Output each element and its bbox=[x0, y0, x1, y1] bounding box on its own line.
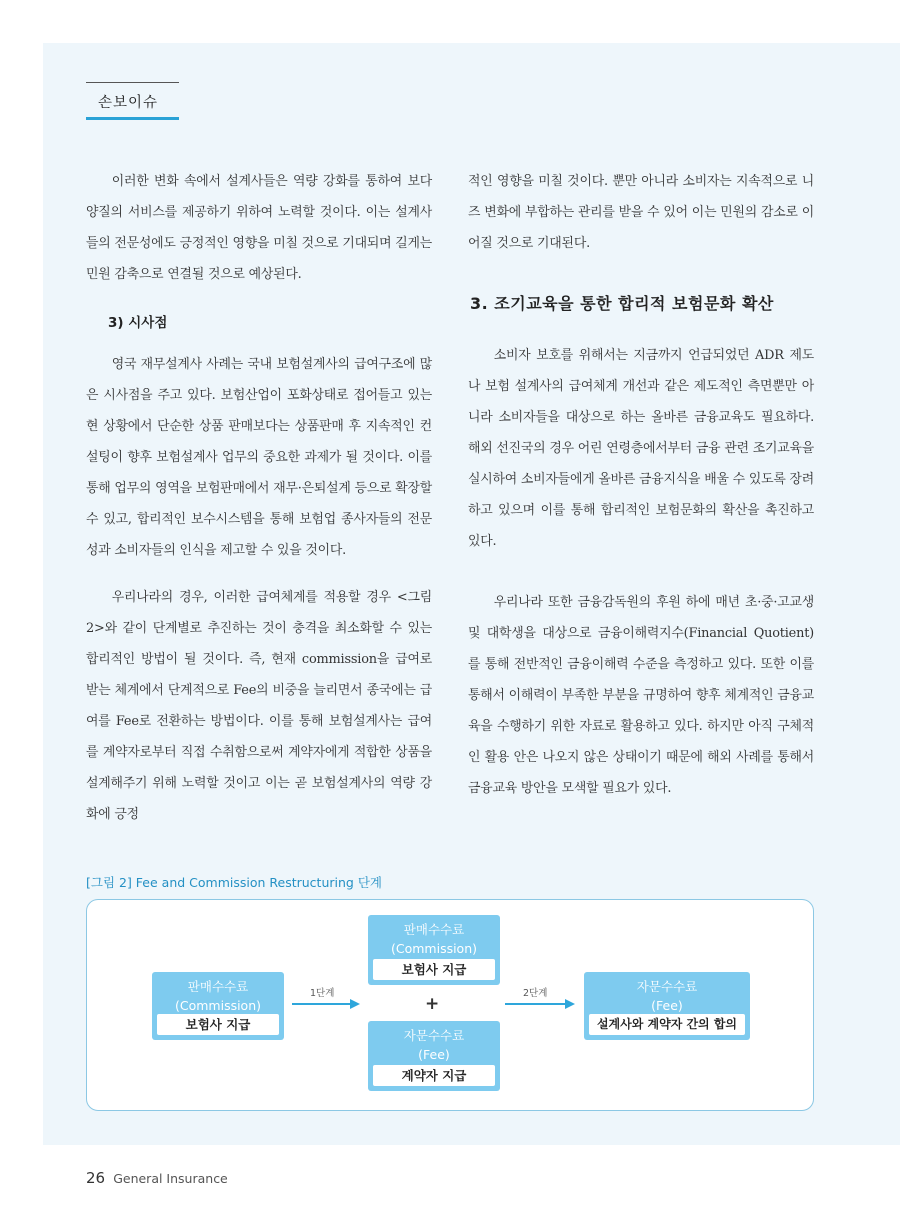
node-title bbox=[584, 977, 750, 1015]
step1-label: 1단계 bbox=[310, 988, 335, 999]
node-title-line2: (Fee) bbox=[651, 998, 683, 1013]
node-title-line1: 판매수수료 bbox=[403, 922, 465, 937]
node-chip: 설계사와 계약자 간의 합의 bbox=[589, 1014, 745, 1035]
node-title-line2: (Commission) bbox=[174, 998, 262, 1013]
node-title-line2: (Commission) bbox=[390, 941, 478, 956]
left-paragraph-2: 영국 재무설계사 사례는 국내 보험설계사의 급여구조에 많은 시사점을 주고 있다. 보험산업이 포화상태로 접어들고 있는 현 상황에서 단순한 상품 판매보다는 상품판매 후 지속적인 컨설팅이 향후 보험설계사 업무의 중요한 과제가 될 것이다. 이를 통해 업무의 영역을 보험판매에서 재무·은퇴설계 등으로 확장할 수 있고, 합리적인 보수시스템을 통해 보험업 종사자들의 전문성과 소비자들의 인식을 제고할 수 있을 것이다. bbox=[86, 357, 432, 558]
section-tag bbox=[86, 82, 179, 120]
page-number: 26 bbox=[86, 1169, 106, 1187]
section-tag-underline bbox=[86, 117, 179, 120]
section-heading-early-education: 3. 조기교육을 통한 합리적 보험문화 확산 bbox=[470, 294, 774, 313]
left-paragraph-3: 우리나라의 경우, 이러한 급여체계를 적용할 경우 <그림 2>와 같이 단계별로 추진하는 것이 충격을 최소화할 수 있는 합리적인 방법이 될 것이다. 즉, 현재 commission을 급여로 받는 체계에서 단계적으로 Fee의 비중을 늘리면서 종국에는 급여를 Fee로 전환하는 방법이다. 이를 통해 보험설계사는 급여를 계약자로부터 직접 수취함으로써 계약자에게 적합한 상품을 설계해주기 위해 노력할 것이고 이는 곧 보험설계사의 역량 강화에 긍정 bbox=[86, 590, 432, 822]
right-paragraph-3: 우리나라 또한 금융감독원의 후원 하에 매년 초·중·고교생 및 대학생을 대상으로 금융이해력지수(Financial Quotient)를 통해 전반적인 금융이해력 수준을 측정하고 있다. 또한 이를 통해서 이해력이 부족한 부분을 규명하여 향후 체계적인 금융교육을 수행하기 위한 자료로 활용하고 있다. 하지만 아직 구체적인 활용 안은 나오지 않은 상태이기 때문에 해외 사례를 통해서 금융교육 방안을 모색할 필요가 있다. bbox=[468, 595, 814, 796]
node-chip: 보험사 지급 bbox=[373, 959, 495, 980]
node-title-line2: (Fee) bbox=[418, 1047, 450, 1062]
step2-arrow-icon bbox=[505, 998, 577, 1010]
subheading-implications: 3) 시사점 bbox=[108, 315, 168, 331]
node-advisory-fee-final bbox=[584, 972, 750, 1040]
right-paragraph-1: 적인 영향을 미칠 것이다. 뿐만 아니라 소비자는 지속적으로 니즈 변화에 부합하는 관리를 받을 수 있어 이는 민원의 감소로 이어질 것으로 기대된다. bbox=[468, 174, 814, 251]
section-tag-label: 손보이슈 bbox=[98, 95, 159, 111]
node-title bbox=[152, 977, 284, 1015]
node-sales-commission-start bbox=[152, 972, 284, 1040]
page-footer bbox=[86, 1168, 228, 1187]
left-paragraph-1: 이러한 변화 속에서 설계사들은 역량 강화를 통하여 보다 양질의 서비스를 제공하기 위하여 노력할 것이다. 이는 설계사들의 전문성에도 긍정적인 영향을 미칠 것으로 기대되며 길게는 민원 감축으로 연결될 것으로 예상된다. bbox=[86, 174, 432, 282]
node-title bbox=[368, 920, 500, 958]
figure-caption: [그림 2] Fee and Commission Restructuring 단계 bbox=[86, 875, 382, 890]
node-title-line1: 자문수수료 bbox=[403, 1028, 465, 1043]
node-title-line1: 자문수수료 bbox=[636, 979, 698, 994]
right-column bbox=[468, 166, 814, 804]
node-sales-commission-mid bbox=[368, 915, 500, 985]
step1-arrow-icon bbox=[292, 998, 362, 1010]
plus-sign: + bbox=[425, 994, 440, 1014]
left-column bbox=[86, 166, 432, 830]
step2-label: 2단계 bbox=[523, 988, 548, 999]
node-title bbox=[368, 1026, 500, 1064]
node-chip: 보험사 지급 bbox=[157, 1014, 279, 1035]
node-advisory-fee-mid bbox=[368, 1021, 500, 1091]
node-title-line1: 판매수수료 bbox=[187, 979, 249, 994]
right-paragraph-2: 소비자 보호를 위해서는 지금까지 언급되었던 ADR 제도나 보험 설계사의 급여체계 개선과 같은 제도적인 측면뿐만 아니라 소비자들을 대상으로 하는 올바른 금융교육도 필요하다. 해외 선진국의 경우 어린 연령층에서부터 금융 관련 조기교육을 실시하여 소비자들에게 올바른 금융지식을 배울 수 있도록 장려하고 있으며 이를 통해 합리적인 보험문화의 확산을 촉진하고 있다. bbox=[468, 348, 814, 549]
node-chip: 계약자 지급 bbox=[373, 1065, 495, 1086]
magazine-name: General Insurance bbox=[113, 1171, 228, 1186]
